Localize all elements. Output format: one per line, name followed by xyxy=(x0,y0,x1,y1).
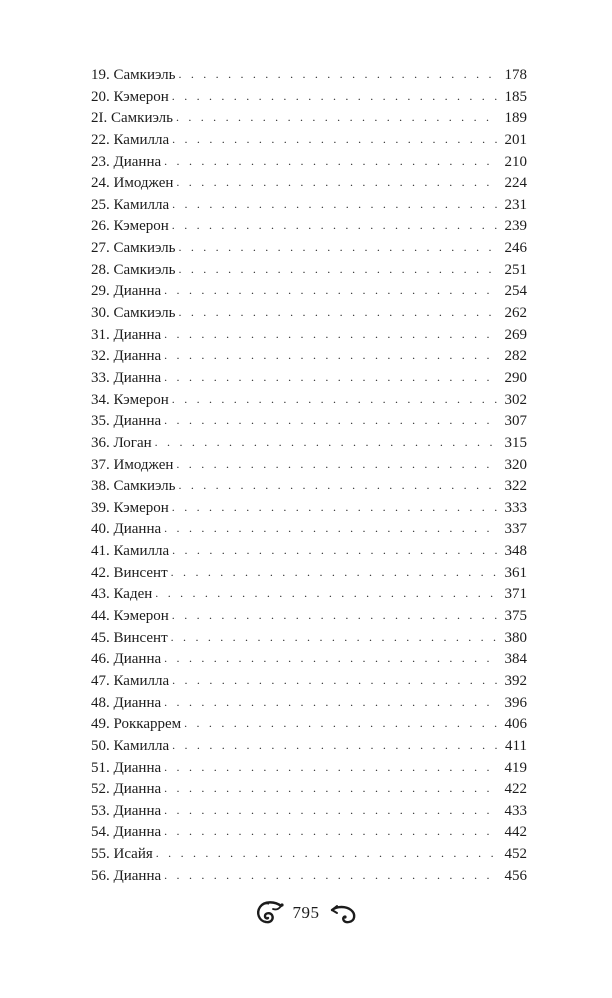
toc-dot-leader xyxy=(178,237,499,259)
toc-entry-label: 55. Исайя xyxy=(91,846,153,863)
page-number: 795 xyxy=(292,903,320,922)
left-flourish-icon xyxy=(255,900,285,926)
toc-entry xyxy=(91,736,527,758)
toc-entry xyxy=(91,584,527,606)
toc-entry-page: 189 xyxy=(504,110,527,127)
toc-dot-leader xyxy=(178,64,499,86)
toc-dot-leader xyxy=(164,324,499,346)
toc-entry xyxy=(91,563,527,585)
toc-entry xyxy=(91,801,527,823)
toc-dot-leader xyxy=(164,821,499,843)
toc-entry-page: 269 xyxy=(504,326,527,343)
toc-entry xyxy=(91,152,527,174)
toc-entry-label: 35. Дианна xyxy=(91,413,162,430)
toc-dot-leader xyxy=(172,389,499,411)
table-of-contents xyxy=(91,65,527,887)
toc-entry xyxy=(91,693,527,715)
toc-dot-leader xyxy=(176,107,499,129)
toc-entry xyxy=(91,65,527,87)
toc-entry-label: 32. Дианна xyxy=(91,348,162,365)
toc-entry xyxy=(91,455,527,477)
toc-dot-leader xyxy=(172,497,499,519)
toc-entry xyxy=(91,368,527,390)
toc-entry-label: 23. Дианна xyxy=(91,153,162,170)
toc-entry-page: 411 xyxy=(505,737,527,754)
toc-entry-page: 307 xyxy=(504,413,527,430)
toc-entry-page: 433 xyxy=(504,802,527,819)
toc-entry-label: 53. Дианна xyxy=(91,802,162,819)
toc-entry-page: 452 xyxy=(504,846,527,863)
toc-entry-page: 422 xyxy=(504,781,527,798)
toc-entry-label: 36. Логан xyxy=(91,434,152,451)
toc-dot-leader xyxy=(172,194,499,216)
toc-dot-leader xyxy=(164,692,499,714)
toc-entry-label: 41. Камилла xyxy=(91,543,170,560)
toc-dot-leader xyxy=(155,432,499,454)
toc-entry-label: 22. Камилла xyxy=(91,131,170,148)
toc-dot-leader xyxy=(178,259,499,281)
toc-entry-page: 392 xyxy=(504,672,527,689)
toc-entry-page: 333 xyxy=(504,499,527,516)
toc-dot-leader xyxy=(164,410,499,432)
toc-entry-label: 2I. Самкиэль xyxy=(91,110,173,127)
toc-entry-page: 302 xyxy=(504,391,527,408)
toc-entry-label: 46. Дианна xyxy=(91,651,162,668)
toc-entry xyxy=(91,108,527,130)
toc-entry-label: 40. Дианна xyxy=(91,521,162,538)
toc-entry-label: 56. Дианна xyxy=(91,867,162,884)
toc-entry-label: 29. Дианна xyxy=(91,283,162,300)
toc-dot-leader xyxy=(172,605,499,627)
toc-entry-label: 20. Кэмерон xyxy=(91,88,169,105)
toc-entry xyxy=(91,671,527,693)
toc-entry-page: 246 xyxy=(504,240,527,257)
toc-dot-leader xyxy=(176,172,499,194)
toc-dot-leader xyxy=(164,518,499,540)
toc-entry xyxy=(91,173,527,195)
toc-entry-page: 361 xyxy=(504,564,527,581)
toc-entry-label: 38. Самкиэль xyxy=(91,478,176,495)
toc-dot-leader xyxy=(164,367,499,389)
toc-entry-label: 49. Роккаррем xyxy=(91,716,182,733)
toc-entry-label: 47. Камилла xyxy=(91,672,170,689)
toc-dot-leader xyxy=(178,475,499,497)
toc-entry xyxy=(91,260,527,282)
toc-entry-label: 26. Кэмерон xyxy=(91,218,169,235)
toc-entry xyxy=(91,281,527,303)
toc-entry-page: 224 xyxy=(504,175,527,192)
toc-entry-page: 251 xyxy=(504,261,527,278)
toc-entry-page: 456 xyxy=(504,867,527,884)
toc-dot-leader xyxy=(172,215,499,237)
toc-entry-label: 54. Дианна xyxy=(91,824,162,841)
toc-entry-page: 322 xyxy=(504,478,527,495)
toc-entry xyxy=(91,325,527,347)
toc-entry-page: 231 xyxy=(504,196,527,213)
toc-entry-page: 210 xyxy=(504,153,527,170)
toc-entry-label: 39. Кэмерон xyxy=(91,499,169,516)
toc-entry xyxy=(91,541,527,563)
toc-entry xyxy=(91,498,527,520)
toc-entry-page: 419 xyxy=(504,759,527,776)
toc-entry-page: 375 xyxy=(504,608,527,625)
toc-entry-page: 178 xyxy=(504,67,527,83)
toc-entry-label: 44. Кэмерон xyxy=(91,608,169,625)
page-footer xyxy=(0,893,612,933)
toc-entry-page: 406 xyxy=(504,716,527,733)
toc-entry xyxy=(91,628,527,650)
toc-entry-page: 201 xyxy=(504,131,527,148)
toc-dot-leader xyxy=(164,280,499,302)
toc-entry xyxy=(91,303,527,325)
toc-entry-page: 348 xyxy=(504,543,527,560)
toc-entry-page: 396 xyxy=(504,694,527,711)
toc-entry xyxy=(91,714,527,736)
toc-entry-label: 45. Винсент xyxy=(91,629,168,646)
toc-entry-label: 33. Дианна xyxy=(91,369,162,386)
toc-entry-label: 48. Дианна xyxy=(91,694,162,711)
toc-entry xyxy=(91,476,527,498)
toc-entry-label: 43. Каден xyxy=(91,586,153,603)
toc-entry-page: 262 xyxy=(504,305,527,322)
toc-dot-leader xyxy=(164,151,499,173)
toc-entry xyxy=(91,411,527,433)
toc-dot-leader xyxy=(172,86,499,108)
toc-entry-label: 52. Дианна xyxy=(91,781,162,798)
toc-entry-page: 320 xyxy=(504,456,527,473)
toc-entry-label: 50. Камилла xyxy=(91,737,170,754)
toc-entry-page: 371 xyxy=(504,586,527,603)
toc-dot-leader xyxy=(164,757,499,779)
toc-entry xyxy=(91,390,527,412)
toc-entry xyxy=(91,649,527,671)
toc-entry-page: 315 xyxy=(504,434,527,451)
toc-dot-leader xyxy=(176,454,499,476)
toc-entry-label: 31. Дианна xyxy=(91,326,162,343)
toc-dot-leader xyxy=(171,627,499,649)
toc-dot-leader xyxy=(171,562,499,584)
toc-entry xyxy=(91,758,527,780)
toc-entry-label: 34. Кэмерон xyxy=(91,391,169,408)
toc-dot-leader xyxy=(155,583,499,605)
toc-entry xyxy=(91,433,527,455)
toc-entry-page: 384 xyxy=(504,651,527,668)
toc-dot-leader xyxy=(164,778,499,800)
toc-entry xyxy=(91,844,527,866)
toc-entry-label: 28. Самкиэль xyxy=(91,261,176,278)
toc-dot-leader xyxy=(172,735,499,757)
toc-entry-page: 337 xyxy=(504,521,527,538)
toc-entry xyxy=(91,346,527,368)
toc-dot-leader xyxy=(172,670,499,692)
right-flourish-icon xyxy=(328,900,358,926)
toc-dot-leader xyxy=(164,345,499,367)
toc-dot-leader xyxy=(184,713,499,735)
toc-dot-leader xyxy=(178,302,499,324)
toc-entry-page: 254 xyxy=(504,283,527,300)
toc-entry xyxy=(91,216,527,238)
toc-entry xyxy=(91,822,527,844)
toc-entry-label: 27. Самкиэль xyxy=(91,240,176,257)
toc-entry-label: 42. Винсент xyxy=(91,564,168,581)
toc-dot-leader xyxy=(156,843,499,865)
toc-entry xyxy=(91,87,527,109)
toc-entry-page: 185 xyxy=(504,88,527,105)
toc-entry xyxy=(91,779,527,801)
toc-entry-label: 51. Дианна xyxy=(91,759,162,776)
toc-entry-page: 442 xyxy=(504,824,527,841)
toc-entry-label: 37. Имоджен xyxy=(91,456,174,473)
toc-entry xyxy=(91,866,527,888)
toc-entry-page: 239 xyxy=(504,218,527,235)
toc-entry xyxy=(91,519,527,541)
toc-dot-leader xyxy=(172,540,499,562)
toc-entry xyxy=(91,195,527,217)
toc-entry xyxy=(91,606,527,628)
toc-dot-leader xyxy=(164,648,499,670)
toc-dot-leader xyxy=(164,800,499,822)
toc-dot-leader xyxy=(164,865,499,887)
toc-entry-page: 380 xyxy=(504,629,527,646)
toc-entry-label: 19. Самкиэль xyxy=(91,67,176,83)
toc-entry-label: 30. Самкиэль xyxy=(91,305,176,322)
toc-entry-label: 24. Имоджен xyxy=(91,175,174,192)
toc-entry-label: 25. Камилла xyxy=(91,196,170,213)
toc-entry-page: 290 xyxy=(504,369,527,386)
toc-entry xyxy=(91,130,527,152)
toc-entry xyxy=(91,238,527,260)
toc-dot-leader xyxy=(172,129,499,151)
toc-entry-page: 282 xyxy=(504,348,527,365)
